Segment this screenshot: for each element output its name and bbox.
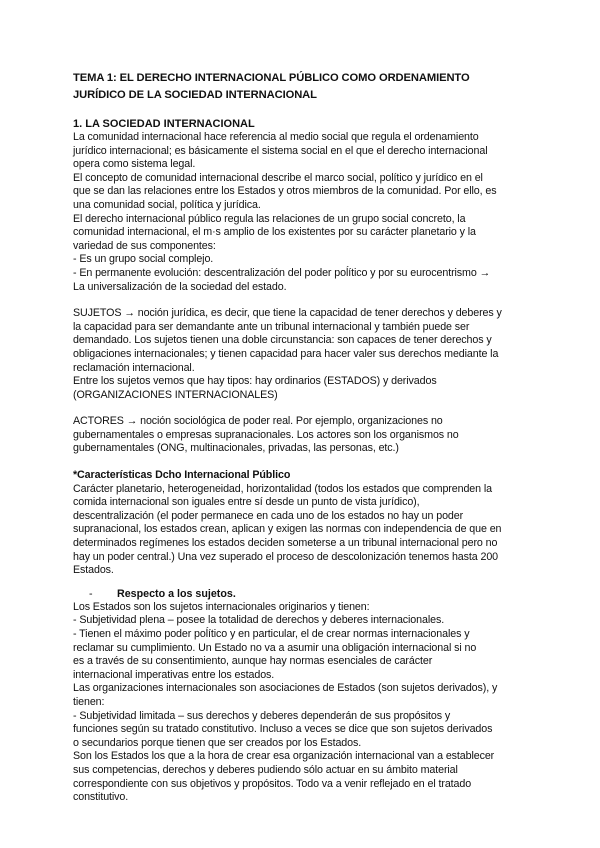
caracteristicas-heading: *Características Dcho Internacional Público xyxy=(73,469,291,482)
text-line: supranacional, los estados crean, aplican y exigen las normas con independencia de que en xyxy=(73,523,502,536)
text-line: Son los Estados los que a la hora de crear esa organización internacional van a establecer xyxy=(73,750,495,763)
text-line: es a través de su consentimiento, aunque hay normas esenciales de carácter xyxy=(73,655,433,668)
document-title xyxy=(73,70,533,104)
section-sociedad-text xyxy=(73,131,533,294)
section-heading-sociedad: 1. LA SOCIEDAD INTERNACIONAL xyxy=(73,118,255,130)
respecto-section xyxy=(73,601,533,805)
text-line: descentralización (el poder permanece en cada uno de los estados no hay un poder xyxy=(73,509,464,522)
text-line: una comunidad social, política y jurídica. xyxy=(73,198,261,211)
text-line: reclamación internacional. xyxy=(73,361,195,374)
text-line: que se dan las relaciones entre los Estados y otros miembros de la comunidad. Por ello, es xyxy=(73,185,497,198)
text-line: ACTORES → noción sociológica de poder real. Por ejemplo, organizaciones no xyxy=(73,415,443,428)
text-line: comida internacional son iguales entre sí desde un punto de vista jurídico), xyxy=(73,496,420,509)
text-line: Estados. xyxy=(73,564,114,577)
text-line: La comunidad internacional hace referencia al medio social que regula el ordenamiento xyxy=(73,131,479,143)
text-line: la capacidad para ser demandante ante un tribunal internacional y también puede ser xyxy=(73,320,470,333)
text-line: Las organizaciones internacionales son asociaciones de Estados (son sujetos derivados), y xyxy=(73,682,498,695)
title-line: JURÍDICO DE LA SOCIEDAD INTERNACIONAL xyxy=(73,89,317,101)
text-line: Carácter planetario, heterogeneidad, horizontalidad (todos los estados que comprenden la xyxy=(73,482,492,495)
paragraph-gap xyxy=(73,294,533,307)
paragraph-gap xyxy=(73,456,533,469)
text-line: La universalización de la sociedad del estado. xyxy=(73,280,287,293)
list-item: - En permanente evolución: descentralización del poder poĺítico y por su eurocentrismo → xyxy=(73,266,491,279)
text-line: demandado. Los sujetos tienen una doble circunstancia: son capaces de tener derechos y xyxy=(73,334,492,347)
text-line: determinados regímenes los estados deciden someterse a un tribunal internacional pero no xyxy=(73,537,498,550)
text-line: opera como sistema legal. xyxy=(73,158,196,171)
text-line: funciones según su tratado constitutivo. Incluso a veces se dice que son sujetos derivados xyxy=(73,723,493,736)
text-line: SUJETOS → noción jurídica, es decir, que tiene la capacidad de tener derechos y deberes y xyxy=(73,307,502,320)
text-line: Entre los sujetos vemos que hay tipos: hay ordinarios (ESTADOS) y derivados xyxy=(73,375,437,388)
text-line: tienen: xyxy=(73,695,105,708)
text-line: obligaciones internacionales; y tienen capacidad para hacer valer sus derechos mediante la xyxy=(73,347,499,360)
text-line: variedad de sus componentes: xyxy=(73,239,216,252)
document-body xyxy=(73,70,533,805)
list-item: - Subjetividad plena – posee la totalidad de derechos y deberes internacionales. xyxy=(73,614,445,627)
text-line: constitutivo. xyxy=(73,791,129,804)
text-line: o secundarios porque tienen que ser creados por los Estados. xyxy=(73,736,362,749)
text-line: jurídico internacional; es básicamente el sistema social en el que el derecho internacional xyxy=(73,144,488,157)
actores-paragraph xyxy=(73,415,533,456)
text-line: (ORGANIZACIONES INTERNACIONALES) xyxy=(73,388,278,401)
text-line: Los Estados son los sujetos internacionales originarios y tienen: xyxy=(73,600,370,613)
text-line: internacional imperativas entre los estados. xyxy=(73,668,275,681)
text-line: El derecho internacional público regula las relaciones de un grupo social concreto, la xyxy=(73,212,466,225)
respecto-heading-text: Respecto a los sujetos. xyxy=(117,587,236,600)
list-item: - Subjetividad limitada – sus derechos y deberes dependerán de sus propósitos y xyxy=(73,709,451,722)
sujetos-paragraph xyxy=(73,307,533,402)
text-line: gubernamentales (ONG, multinacionales, privadas, las personas, etc.) xyxy=(73,442,399,455)
list-item: - Tienen el máximo poder poĺítico y en particular, el de crear normas internacionales y xyxy=(73,628,470,640)
bullet-dash: - xyxy=(89,587,93,600)
paragraph-gap xyxy=(73,402,533,415)
text-line: sus competencias, derechos y deberes pudiendo sólo actuar en su ámbito material xyxy=(73,763,458,776)
text-line: hay un poder central.) Una vez superado el proceso de descolonización tenemos hasta 200 xyxy=(73,550,499,563)
caracteristicas-section xyxy=(73,469,533,578)
respecto-heading xyxy=(73,587,533,601)
text-line: gubernamentales o empresas supranacionales. Los actores son los organismos no xyxy=(73,428,459,441)
text-line: El concepto de comunidad internacional describe el marco social, político y jurídico en el xyxy=(73,171,483,184)
title-line: TEMA 1: EL DERECHO INTERNACIONAL PÚBLICO COMO ORDENAMIENTO xyxy=(73,72,470,84)
text-line: reclamar su cumplimiento. Un Estado no va a asumir una obligación internacional si no xyxy=(73,641,477,654)
text-line: comunidad internacional, el m·s amplio de los existentes por su carácter planetario y la xyxy=(73,226,476,239)
list-item: - Es un grupo social complejo. xyxy=(73,253,214,266)
text-line: correspondiente con sus objetivos y propósitos. Todo va a venir reflejado en el tratado xyxy=(73,777,472,790)
